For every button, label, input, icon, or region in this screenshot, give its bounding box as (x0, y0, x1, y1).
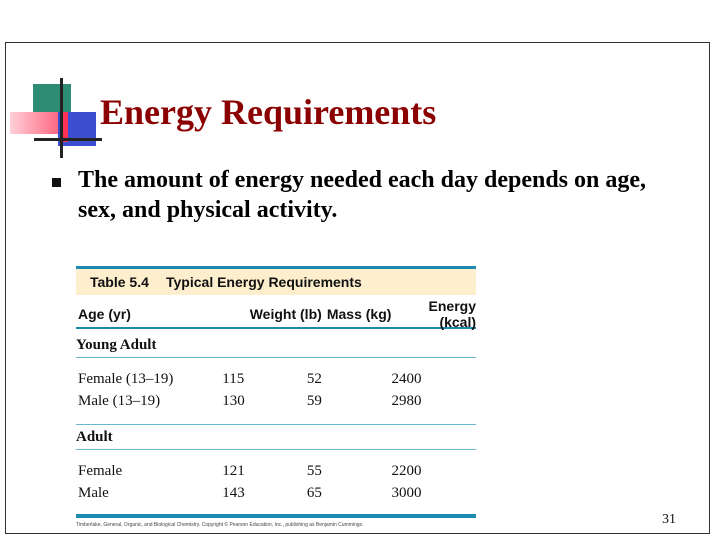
cell-mass: 55 (306, 462, 322, 479)
cell-energy: 2980 (391, 392, 422, 409)
cell-age: Female (78, 462, 123, 479)
cell-mass: 59 (306, 392, 322, 409)
bullet-square-icon (52, 178, 61, 187)
slide-title: Energy Requirements (100, 92, 437, 132)
cell-age: Male (78, 484, 109, 501)
table-row (76, 482, 476, 504)
logo-block-pink (10, 112, 64, 134)
table-bottom-rule (76, 514, 476, 518)
cell-age: Female (13–19) (78, 370, 174, 387)
logo-vertical-line (60, 78, 63, 158)
col-header-age: Age (yr) (78, 306, 131, 322)
cell-weight: 143 (222, 484, 245, 501)
cell-mass: 52 (306, 370, 322, 387)
cell-weight: 130 (222, 392, 245, 409)
cell-energy: 2200 (391, 462, 422, 479)
table-row (76, 368, 476, 390)
page-number: 31 (662, 512, 676, 527)
section-label: Adult (76, 428, 113, 445)
table-header-row (76, 298, 477, 330)
table-row (76, 460, 476, 482)
section-header-young-adult (76, 333, 476, 358)
table-credit: Timberlake, General, Organic, and Biological Chemistry. Copyright © Pearson Education, Inc., publishing as Benjamin Cummings. (76, 522, 364, 528)
logo-horizontal-line (34, 138, 102, 141)
table-number: Table 5.4 (90, 274, 149, 290)
col-header-mass: Mass (kg) (326, 306, 392, 322)
col-header-energy: Energy (kcal) (428, 298, 477, 330)
bullet-text: The amount of energy needed each day depends on age, sex, and physical activity. (78, 167, 647, 223)
cell-mass: 65 (306, 484, 322, 501)
cell-weight: 115 (222, 370, 245, 387)
table-caption: Typical Energy Requirements (166, 274, 362, 290)
section-label: Young Adult (76, 336, 157, 353)
section-header-adult (76, 424, 476, 450)
cell-weight: 121 (222, 462, 245, 479)
cell-age: Male (13–19) (78, 392, 161, 409)
cell-energy: 2400 (391, 370, 422, 387)
table-title-bar (76, 266, 476, 295)
col-header-weight: Weight (lb) (249, 306, 322, 322)
table-row (76, 390, 476, 412)
cell-energy: 3000 (391, 484, 422, 501)
energy-table (76, 266, 476, 528)
